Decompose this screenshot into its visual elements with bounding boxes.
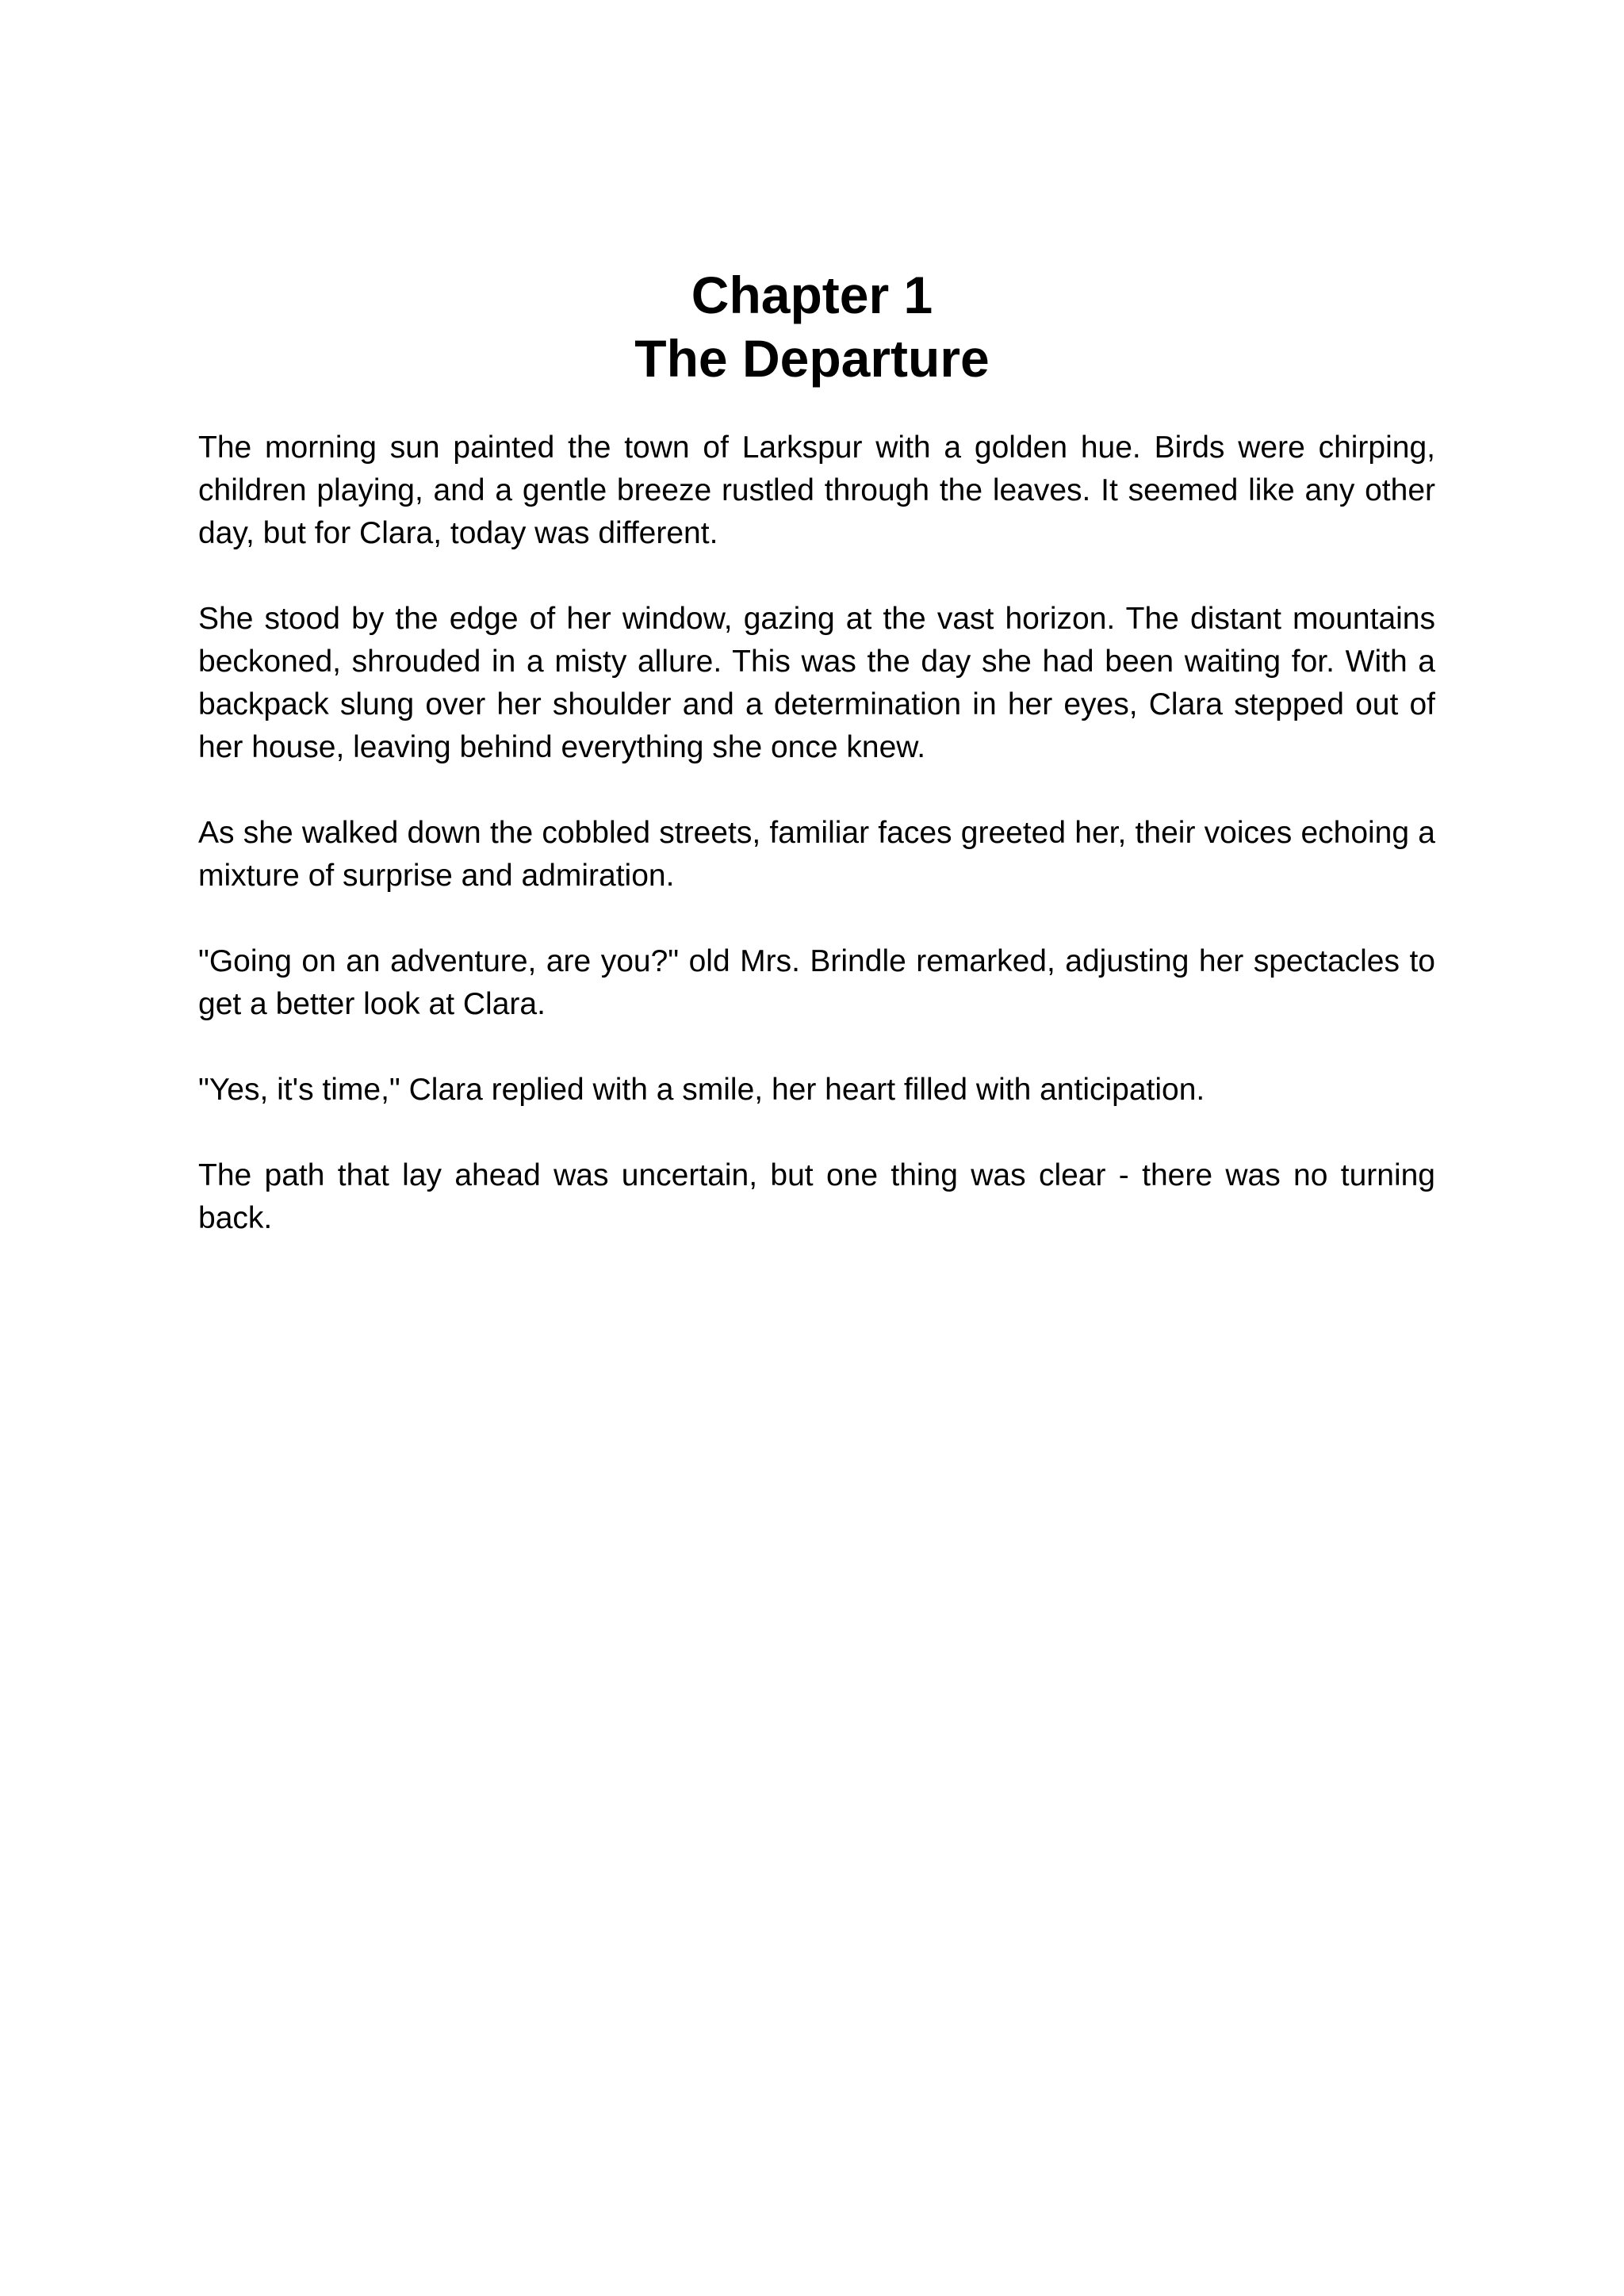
chapter-title: The Departure: [634, 329, 990, 388]
chapter-body: [198, 427, 1435, 1283]
paragraph: As she walked down the cobbled streets, familiar faces greeted her, their voices echoing a mixture of surprise and admiration.: [198, 816, 1435, 893]
paragraph: "Going on an adventure, are you?" old Mrs. Brindle remarked, adjusting her spectacles to get a better look at Clara.: [198, 944, 1435, 1021]
paragraph: The path that lay ahead was uncertain, but one thing was clear - there was no turning back.: [198, 1158, 1435, 1235]
chapter-number: Chapter 1: [691, 266, 933, 324]
paragraph: She stood by the edge of her window, gazing at the vast horizon. The distant mountains beckoned, shrouded in a misty allure. This was the day she had been waiting for. With a backpack slung over her shoulder and a determination in her eyes, Clara stepped out of her house, leaving behind everything she once knew.: [198, 602, 1435, 764]
paragraph: "Yes, it's time," Clara replied with a smile, her heart filled with anticipation.: [198, 1073, 1205, 1107]
chapter-heading: [0, 263, 1624, 390]
paragraph: The morning sun painted the town of Larkspur with a golden hue. Birds were chirping, children playing, and a gentle breeze rustled through the leaves. It seemed like any other day, but for Clara, today was different.: [198, 430, 1435, 550]
